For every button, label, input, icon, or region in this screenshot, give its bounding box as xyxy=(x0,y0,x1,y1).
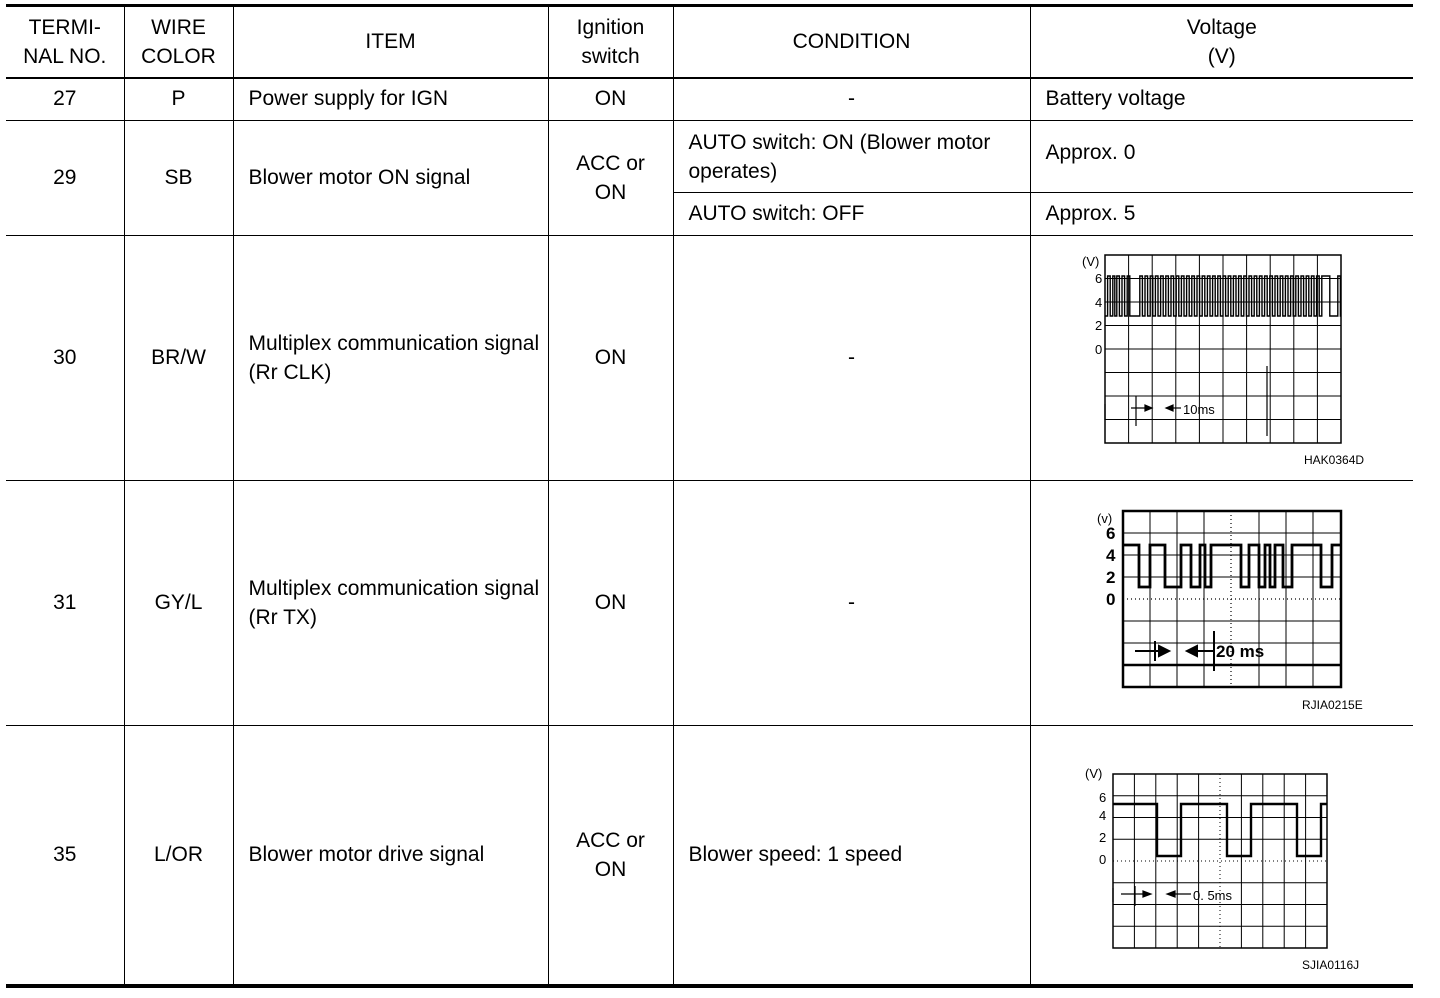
waveform-trace xyxy=(1105,276,1341,316)
table-row-27 xyxy=(6,78,1413,121)
cell-condition: - xyxy=(673,78,1030,121)
waveform-tick: 2 xyxy=(1105,568,1115,587)
header-row xyxy=(6,6,1413,78)
cell-ignition xyxy=(548,121,673,236)
header-condition-text: CONDITION xyxy=(792,30,911,54)
header-item-text: ITEM xyxy=(365,30,416,54)
cell-ignition-text: ACC or ON xyxy=(576,152,645,204)
waveform-unit: (v) xyxy=(1096,511,1112,526)
waveform-tick: 0 xyxy=(1098,852,1106,867)
cell-voltage: Battery voltage xyxy=(1030,78,1413,121)
cell-ignition: ON xyxy=(548,481,673,726)
cell-condition: AUTO switch: ON (Blower motor operates) xyxy=(673,121,1030,193)
cell-terminal: 30 xyxy=(6,236,124,481)
header-terminal xyxy=(6,6,124,78)
cell-condition: AUTO switch: OFF xyxy=(673,193,1030,236)
cell-wire-color: P xyxy=(124,78,233,121)
cell-item: Multiplex communication signal (Rr CLK) xyxy=(233,236,548,481)
time-marker xyxy=(1105,366,1267,436)
cell-condition: Blower speed: 1 speed xyxy=(673,726,1030,987)
waveform-unit: (V) xyxy=(1084,766,1102,781)
figure-code: HAK0364D xyxy=(1303,453,1364,467)
cell-terminal: 31 xyxy=(6,481,124,726)
waveform-tick: 2 xyxy=(1098,830,1106,845)
cell-item: Multiplex communication signal (Rr TX) xyxy=(233,481,548,726)
waveform-time-label: 10ms xyxy=(1182,402,1215,417)
waveform-tick: 4 xyxy=(1094,295,1102,310)
figure-code: RJIA0215E xyxy=(1301,698,1363,712)
waveform-tick: 4 xyxy=(1098,808,1106,823)
cell-wire-color: GY/L xyxy=(124,481,233,726)
cell-ignition-text: ACC or ON xyxy=(576,829,645,881)
cell-ignition xyxy=(548,726,673,987)
terminal-spec-table xyxy=(6,4,1413,988)
header-wire-color xyxy=(124,6,233,78)
header-wire-color-text: WIRE COLOR xyxy=(141,15,216,68)
scope-grid xyxy=(1113,774,1327,948)
table-row-35 xyxy=(6,726,1413,987)
cell-terminal: 29 xyxy=(6,121,124,236)
header-item xyxy=(233,6,548,78)
waveform-time-label: 20 ms xyxy=(1215,642,1264,661)
table-row-30 xyxy=(6,236,1413,481)
cell-wire-color: SB xyxy=(124,121,233,236)
cell-wire-color: BR/W xyxy=(124,236,233,481)
cell-condition: - xyxy=(673,481,1030,726)
waveform-tick: 6 xyxy=(1094,271,1102,286)
waveform-clk xyxy=(1031,236,1414,480)
header-ignition xyxy=(548,6,673,78)
waveform-unit: (V) xyxy=(1081,254,1099,269)
table-row-31 xyxy=(6,481,1413,726)
cell-condition: - xyxy=(673,236,1030,481)
waveform-blower xyxy=(1031,726,1414,984)
cell-voltage-waveform xyxy=(1030,726,1413,987)
header-voltage-text: Voltage (V) xyxy=(1186,15,1257,68)
cell-voltage-waveform xyxy=(1030,236,1413,481)
waveform-tick: 0 xyxy=(1105,590,1115,609)
time-marker xyxy=(1113,886,1191,906)
waveform-trace xyxy=(1123,545,1341,587)
waveform-tick: 2 xyxy=(1094,318,1102,333)
cell-voltage-waveform xyxy=(1030,481,1413,726)
cell-item: Power supply for IGN xyxy=(233,78,548,121)
waveform-trace-path xyxy=(1105,276,1341,316)
cell-ignition: ON xyxy=(548,78,673,121)
cell-item: Blower motor drive signal xyxy=(233,726,548,987)
figure-code: SJIA0116J xyxy=(1301,958,1359,972)
header-ignition-text: Ignition switch xyxy=(576,15,645,68)
waveform-tick: 0 xyxy=(1094,342,1102,357)
cell-terminal: 35 xyxy=(6,726,124,987)
waveform-tick: 6 xyxy=(1098,790,1106,805)
cell-voltage: Approx. 5 xyxy=(1030,193,1413,236)
waveform-time-label: 0. 5ms xyxy=(1192,888,1232,903)
header-condition xyxy=(673,6,1030,78)
table-row-29 xyxy=(6,121,1413,193)
waveform-tx xyxy=(1031,481,1414,725)
waveform-tick: 6 xyxy=(1105,524,1115,543)
header-terminal-text: TERMI- NAL NO. xyxy=(23,15,107,68)
cell-terminal: 27 xyxy=(6,78,124,121)
cell-voltage: Approx. 0 xyxy=(1030,121,1413,193)
cell-ignition: ON xyxy=(548,236,673,481)
cell-item: Blower motor ON signal xyxy=(233,121,548,236)
waveform-tick: 4 xyxy=(1105,546,1115,565)
header-voltage xyxy=(1030,6,1413,78)
cell-wire-color: L/OR xyxy=(124,726,233,987)
